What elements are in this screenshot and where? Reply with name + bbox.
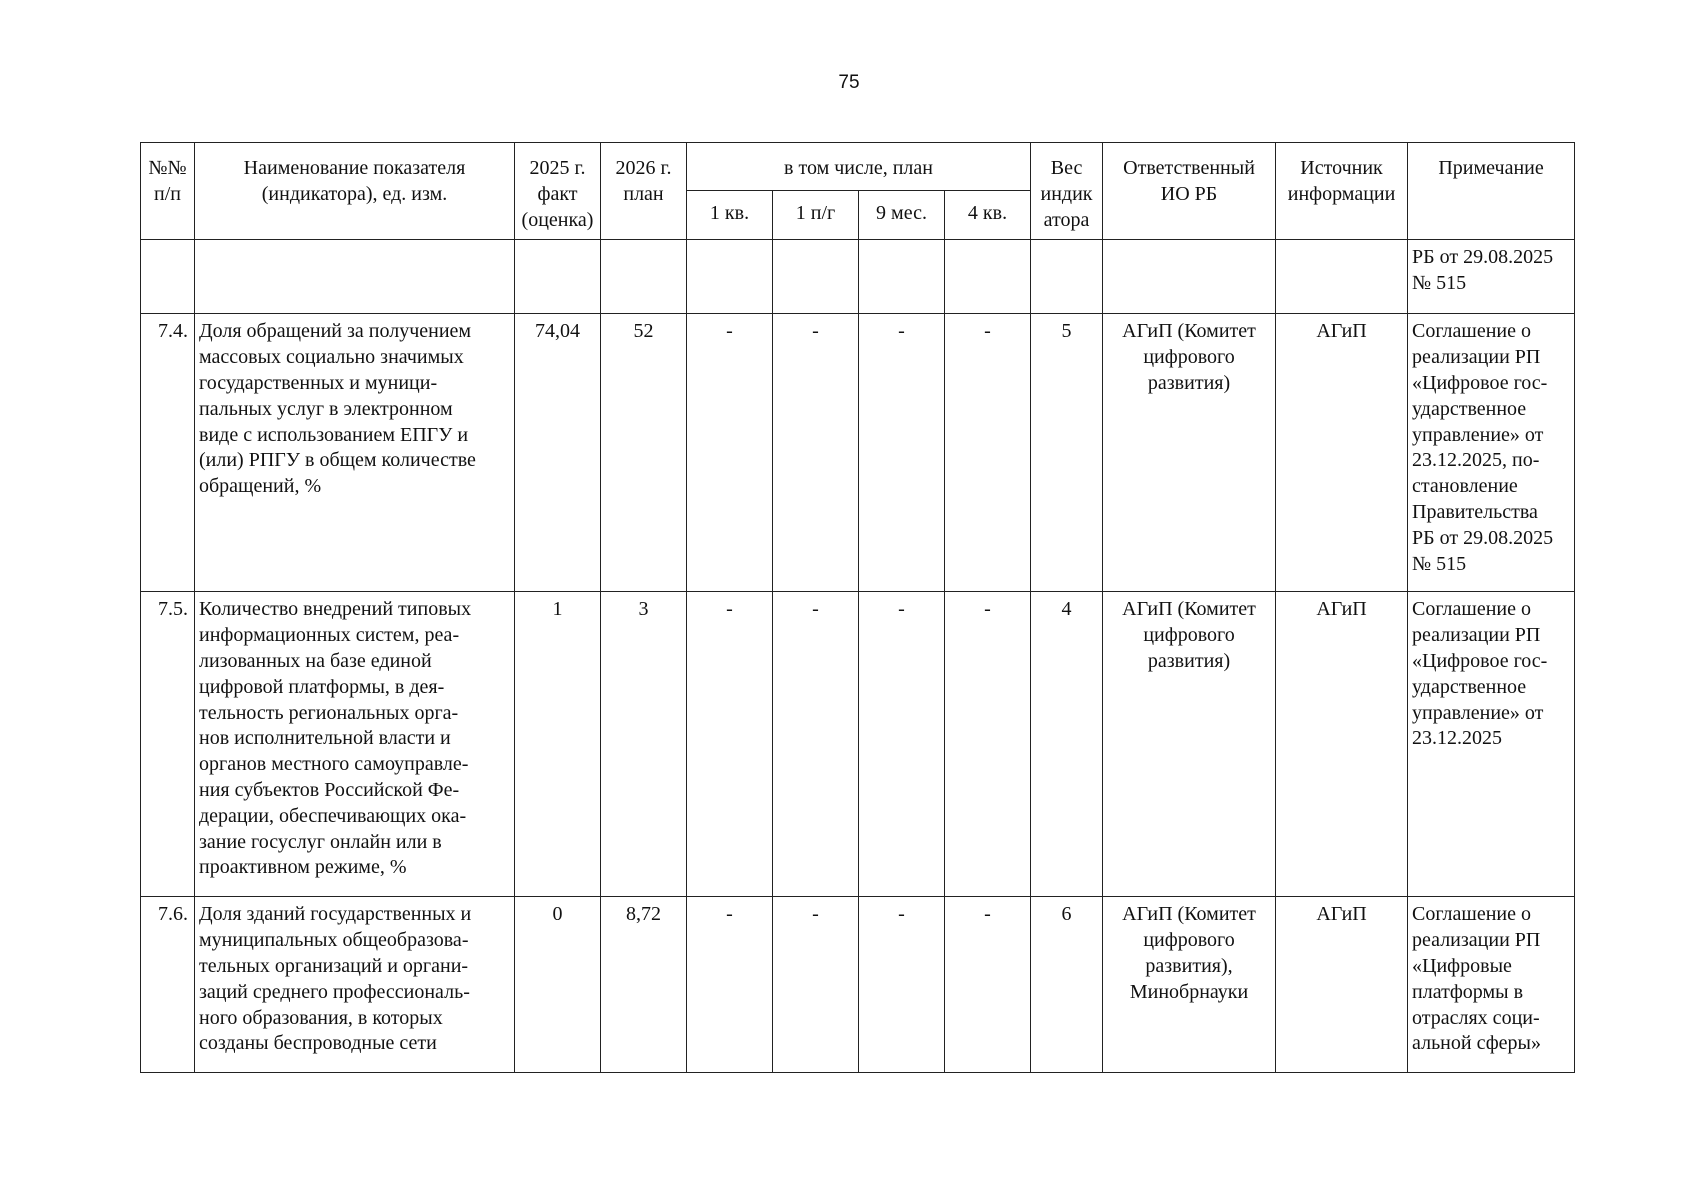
table-row xyxy=(141,592,1575,897)
row-plan-2026: 52 xyxy=(601,314,687,592)
row-indicator-name: Доля зданий государственных и муниципальных общеобразова- тельных организаций и органи- заций среднего профессиональ- ного образования, в которых созданы беспроводные сети xyxy=(195,897,515,1073)
row-q1: - xyxy=(687,314,773,592)
row-fact-2025: 74,04 xyxy=(515,314,601,592)
row-source: АГиП xyxy=(1276,592,1408,897)
row-plan-2026: 8,72 xyxy=(601,897,687,1073)
row-q1: - xyxy=(687,592,773,897)
page-number: 75 xyxy=(838,72,860,93)
row-responsible: АГиП (Комитет цифрового развития) xyxy=(1103,314,1276,592)
row-9-months: - xyxy=(859,314,945,592)
row-source xyxy=(1276,240,1408,314)
row-note: Соглашение о реализации РП «Цифровое гос- ударственное управление» от 23.12.2025, по- становление Правительства РБ от 29.08.2025 № 515 xyxy=(1408,314,1575,592)
row-note: РБ от 29.08.2025 № 515 xyxy=(1408,240,1575,314)
row-fact-2025: 1 xyxy=(515,592,601,897)
header-weight: Вес индик атора xyxy=(1031,143,1103,240)
table-row xyxy=(141,314,1575,592)
row-indicator-name: Доля обращений за получением массовых социально значимых государственных и муници- пальных услуг в электронном виде с использованием ЕПГУ и (или) РПГУ в общем количестве обращений, % xyxy=(195,314,515,592)
row-h1: - xyxy=(773,897,859,1073)
header-row-top xyxy=(141,143,1575,191)
row-9-months xyxy=(859,240,945,314)
header-num: №№ п/п xyxy=(141,143,195,240)
row-num: 7.6. xyxy=(141,897,195,1073)
header-q4: 4 кв. xyxy=(945,191,1031,240)
row-fact-2025: 0 xyxy=(515,897,601,1073)
indicators-table xyxy=(140,142,1575,1073)
row-q4: - xyxy=(945,897,1031,1073)
row-weight: 4 xyxy=(1031,592,1103,897)
row-q4: - xyxy=(945,314,1031,592)
row-num: 7.4. xyxy=(141,314,195,592)
row-q1: - xyxy=(687,897,773,1073)
table-row xyxy=(141,897,1575,1073)
row-plan-2026: 3 xyxy=(601,592,687,897)
header-plan-2026: 2026 г. план xyxy=(601,143,687,240)
row-indicator-name: Количество внедрений типовых информационных систем, реа- лизованных на базе единой цифровой платформы, в дея- тельность региональных орга- нов исполнительной власти и органов местного самоуправле- ния субъектов Российской Фе- дерации, обеспечивающих ока- зание госуслуг онлайн или в проактивном режиме, % xyxy=(195,592,515,897)
header-note: Примечание xyxy=(1408,143,1575,240)
header-h1: 1 п/г xyxy=(773,191,859,240)
header-fact-2025: 2025 г. факт (оценка) xyxy=(515,143,601,240)
row-source: АГиП xyxy=(1276,314,1408,592)
row-weight: 6 xyxy=(1031,897,1103,1073)
row-q1 xyxy=(687,240,773,314)
header-responsible: Ответственный ИО РБ xyxy=(1103,143,1276,240)
row-responsible xyxy=(1103,240,1276,314)
header-source: Источник информации xyxy=(1276,143,1408,240)
row-h1 xyxy=(773,240,859,314)
row-9-months: - xyxy=(859,592,945,897)
row-num: 7.5. xyxy=(141,592,195,897)
header-including-plan: в том числе, план xyxy=(687,143,1031,191)
row-9-months: - xyxy=(859,897,945,1073)
header-q1: 1 кв. xyxy=(687,191,773,240)
row-responsible: АГиП (Комитет цифрового развития) xyxy=(1103,592,1276,897)
row-num xyxy=(141,240,195,314)
row-plan-2026 xyxy=(601,240,687,314)
row-responsible: АГиП (Комитет цифрового развития), Минобрнауки xyxy=(1103,897,1276,1073)
row-q4 xyxy=(945,240,1031,314)
row-fact-2025 xyxy=(515,240,601,314)
row-indicator-name xyxy=(195,240,515,314)
row-weight: 5 xyxy=(1031,314,1103,592)
row-note: Соглашение о реализации РП «Цифровое гос- ударственное управление» от 23.12.2025 xyxy=(1408,592,1575,897)
row-note: Соглашение о реализации РП «Цифровые платформы в отраслях соци- альной сферы» xyxy=(1408,897,1575,1073)
header-9-months: 9 мес. xyxy=(859,191,945,240)
table-row xyxy=(141,240,1575,314)
table-body xyxy=(141,240,1575,1073)
table-header xyxy=(141,143,1575,240)
row-source: АГиП xyxy=(1276,897,1408,1073)
header-name: Наименование показателя (индикатора), ед. изм. xyxy=(195,143,515,240)
row-h1: - xyxy=(773,592,859,897)
row-weight xyxy=(1031,240,1103,314)
row-h1: - xyxy=(773,314,859,592)
row-q4: - xyxy=(945,592,1031,897)
